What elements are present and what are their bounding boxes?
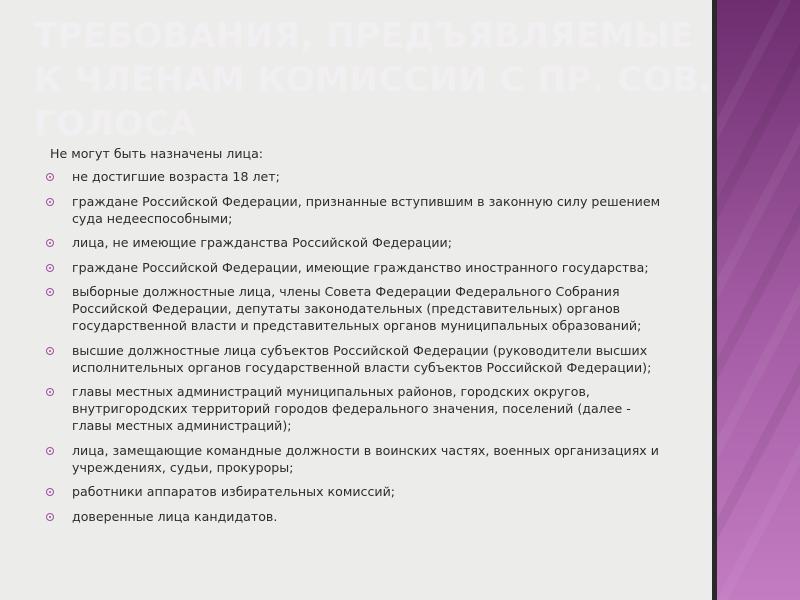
circle-dot-icon — [46, 288, 54, 296]
bullet-text: выборные должностные лица, члены Совета Федерации Федерального Собрания Российской Федерации, депутаты законодательных (представительных) органов государственной власти и представительных органов муниципальных образований; — [72, 284, 642, 333]
bullet-item — [44, 283, 674, 334]
bullet-item — [44, 342, 674, 376]
bullet-item — [44, 259, 674, 276]
bullet-item — [44, 168, 674, 185]
bullet-item — [44, 383, 674, 434]
circle-dot-icon — [46, 388, 54, 396]
slide-content — [44, 146, 674, 532]
circle-dot-icon — [46, 264, 54, 272]
bullet-item — [44, 508, 674, 525]
bullet-text: главы местных администраций муниципальных районов, городских округов, внутригородских территорий городов федерального значения, поселений (далее - главы местных администраций); — [72, 384, 631, 433]
bullet-item — [44, 483, 674, 500]
circle-dot-icon — [46, 347, 54, 355]
bullet-item — [44, 193, 674, 227]
intro-text: Не могут быть назначены лица: — [50, 146, 264, 161]
slide-title: ТРЕБОВАНИЯ, ПРЕДЪЯВЛЯЕМЫЕ К ЧЛЕНАМ КОМИССИИ С ПР. СОВ. ГОЛОСА — [34, 16, 713, 144]
circle-dot-icon — [46, 198, 54, 206]
decorative-side-bar — [712, 0, 800, 600]
bullet-item — [44, 234, 674, 251]
circle-dot-icon — [46, 513, 54, 521]
circle-dot-icon — [46, 239, 54, 247]
bullet-text: высшие должностные лица субъектов Российской Федерации (руководители высших исполнительных органов государственной власти субъектов Российской Федерации); — [72, 342, 652, 375]
circle-dot-icon — [46, 447, 54, 455]
bullet-text: лица, замещающие командные должности в воинских частях, военных организациях и учреждениях, судьи, прокуроры; — [72, 442, 659, 475]
circle-dot-icon — [46, 173, 54, 181]
bullet-text: не достигшие возраста 18 лет; — [72, 169, 280, 184]
bullet-text: граждане Российской Федерации, признанные вступившим в законную силу решением суда недееспособными; — [72, 193, 661, 226]
bullet-item — [44, 442, 674, 476]
bullet-list — [44, 168, 674, 525]
bullet-text: лица, не имеющие гражданства Российской Федерации; — [72, 235, 452, 250]
bullet-text: работники аппаратов избирательных комиссий; — [72, 484, 396, 499]
bullet-text: граждане Российской Федерации, имеющие гражданство иностранного государства; — [72, 259, 649, 275]
bullet-text: доверенные лица кандидатов. — [72, 508, 278, 524]
circle-dot-icon — [46, 488, 54, 496]
